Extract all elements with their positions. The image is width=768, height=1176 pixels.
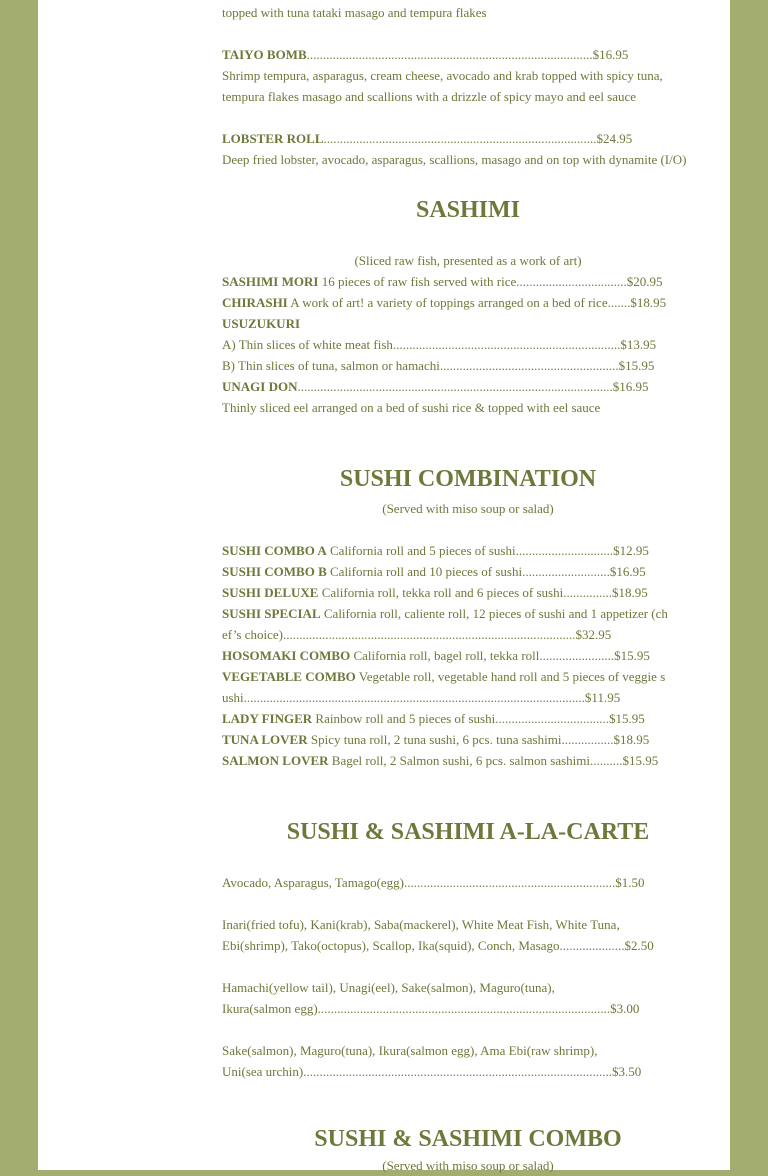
list-item bbox=[222, 645, 668, 666]
item-details: California roll, caliente roll, 12 pieces of sushi and 1 appetizer (chef’s choice)..........................................................................................$32.95 bbox=[222, 606, 668, 642]
section-title-sashimi: SASHIMI bbox=[415, 197, 521, 223]
item-dots: ........................................................................................ bbox=[306, 47, 593, 62]
price-group: Ebi(shrimp), Tako(octopus), Scallop, Ika(squid), Conch, Masago....................$2.50 bbox=[222, 938, 654, 953]
item-details: Bagel roll, 2 Salmon sushi, 6 pcs. salmon sashimi..........$15.95 bbox=[328, 753, 659, 768]
price-group: Inari(fried tofu), Kani(krab), Saba(mackerel), White Meat Fish, White Tuna, bbox=[222, 917, 620, 932]
item-name: SUSHI COMBO B bbox=[222, 564, 327, 579]
item-details: California roll, tekka roll and 6 pieces of sushi...............$18.95 bbox=[318, 585, 648, 600]
menu-page bbox=[38, 0, 730, 1173]
section-subtitle: (Served with miso soup or salad) bbox=[382, 1158, 554, 1173]
item-name: LADY FINGER bbox=[222, 711, 313, 726]
item-dots: .................................................................................... bbox=[323, 131, 597, 146]
list-item bbox=[222, 582, 668, 603]
menu-item-lobster-roll bbox=[222, 128, 714, 170]
section-title-sushi-sashimi-combo: SUSHI & SASHIMI COMBO bbox=[314, 1126, 622, 1152]
item-name: USUZUKURI bbox=[222, 316, 301, 331]
item-name: SUSHI DELUXE bbox=[222, 585, 319, 600]
item-description: Thinly sliced eel arranged on a bed of sushi rice & topped with eel sauce bbox=[222, 400, 601, 415]
item-description: Shrimp tempura, asparagus, cream cheese, avocado and krab topped with spicy tuna, bbox=[222, 68, 663, 83]
section-title-sushi-combination: SUSHI COMBINATION bbox=[339, 466, 597, 492]
section-alacarte bbox=[222, 872, 714, 1082]
item-name: UNAGI DON bbox=[222, 379, 298, 394]
list-item bbox=[222, 729, 668, 750]
list-item bbox=[222, 750, 672, 771]
item-details: Rainbow roll and 5 pieces of sushi...................................$15.95 bbox=[312, 711, 645, 726]
price-group: Ikura(salmon egg)..........................................................................................$3.00 bbox=[222, 1001, 640, 1016]
price-group: Uni(sea urchin)...............................................................................................$3.50 bbox=[222, 1064, 642, 1079]
item-name: LOBSTER ROLL bbox=[222, 131, 324, 146]
item-name: HOSOMAKI COMBO bbox=[222, 648, 351, 663]
price-group: Hamachi(yellow tail), Unagi(eel), Sake(salmon), Maguro(tuna), bbox=[222, 980, 555, 995]
item-name: SASHIMI MORI bbox=[222, 274, 319, 289]
item-name: SUSHI COMBO A bbox=[222, 543, 327, 558]
top-fragment-text: topped with tuna tataki masago and tempura flakes bbox=[222, 5, 487, 20]
item-price: $16.95 bbox=[592, 47, 629, 62]
section-title-alacarte: SUSHI & SASHIMI A-LA-CARTE bbox=[286, 819, 650, 845]
item-name: VEGETABLE COMBO bbox=[222, 669, 356, 684]
list-item bbox=[222, 540, 668, 561]
item-price: $24.95 bbox=[596, 131, 633, 146]
item-name: TUNA LOVER bbox=[222, 732, 308, 747]
list-item bbox=[222, 666, 670, 708]
item-details: Vegetable roll, vegetable hand roll and 5 pieces of veggie sushi.........................................................................................................$11.95 bbox=[222, 669, 666, 705]
item-name: TAIYO BOMB bbox=[222, 47, 307, 62]
item-details: A) Thin slices of white meat fish......................................................................$13.95 bbox=[222, 337, 657, 352]
item-name: SALMON LOVER bbox=[222, 753, 329, 768]
item-name: CHIRASHI bbox=[222, 295, 288, 310]
section-sushi-combination bbox=[222, 498, 714, 771]
item-details: A work of art! a variety of toppings arranged on a bed of rice.......$18.95 bbox=[287, 295, 667, 310]
list-item bbox=[222, 708, 668, 729]
section-subtitle: (Served with miso soup or salad) bbox=[382, 501, 554, 516]
item-name: SUSHI SPECIAL bbox=[222, 606, 321, 621]
item-description: Deep fried lobster, avocado, asparagus, scallions, masago and on top with dynamite (I/O) bbox=[222, 152, 687, 167]
list-item bbox=[222, 561, 668, 582]
price-group: Sake(salmon), Maguro(tuna), Ikura(salmon egg), Ama Ebi(raw shrimp), bbox=[222, 1043, 598, 1058]
section-sashimi bbox=[222, 250, 714, 418]
item-details: California roll and 5 pieces of sushi..............................$12.95 bbox=[326, 543, 649, 558]
item-details: 16 pieces of raw fish served with rice..................................$20.95 bbox=[318, 274, 663, 289]
list-item bbox=[222, 603, 668, 645]
item-details: Spicy tuna roll, 2 tuna sushi, 6 pcs. tuna sashimi................$18.95 bbox=[307, 732, 650, 747]
item-details: B) Thin slices of tuna, salmon or hamachi.......................................................$15.95 bbox=[222, 358, 655, 373]
item-details: California roll, bagel roll, tekka roll.......................$15.95 bbox=[350, 648, 650, 663]
section-subtitle: (Sliced raw fish, presented as a work of art) bbox=[354, 253, 582, 268]
item-details: .................................................................................................$16.95 bbox=[297, 379, 649, 394]
item-details: California roll and 10 pieces of sushi...........................$16.95 bbox=[326, 564, 646, 579]
price-group: Avocado, Asparagus, Tamago(egg).................................................................$1.50 bbox=[222, 875, 645, 890]
menu-item-taiyo-bomb bbox=[222, 44, 714, 107]
item-description: tempura flakes masago and scallions with a drizzle of spicy mayo and eel sauce bbox=[222, 89, 637, 104]
